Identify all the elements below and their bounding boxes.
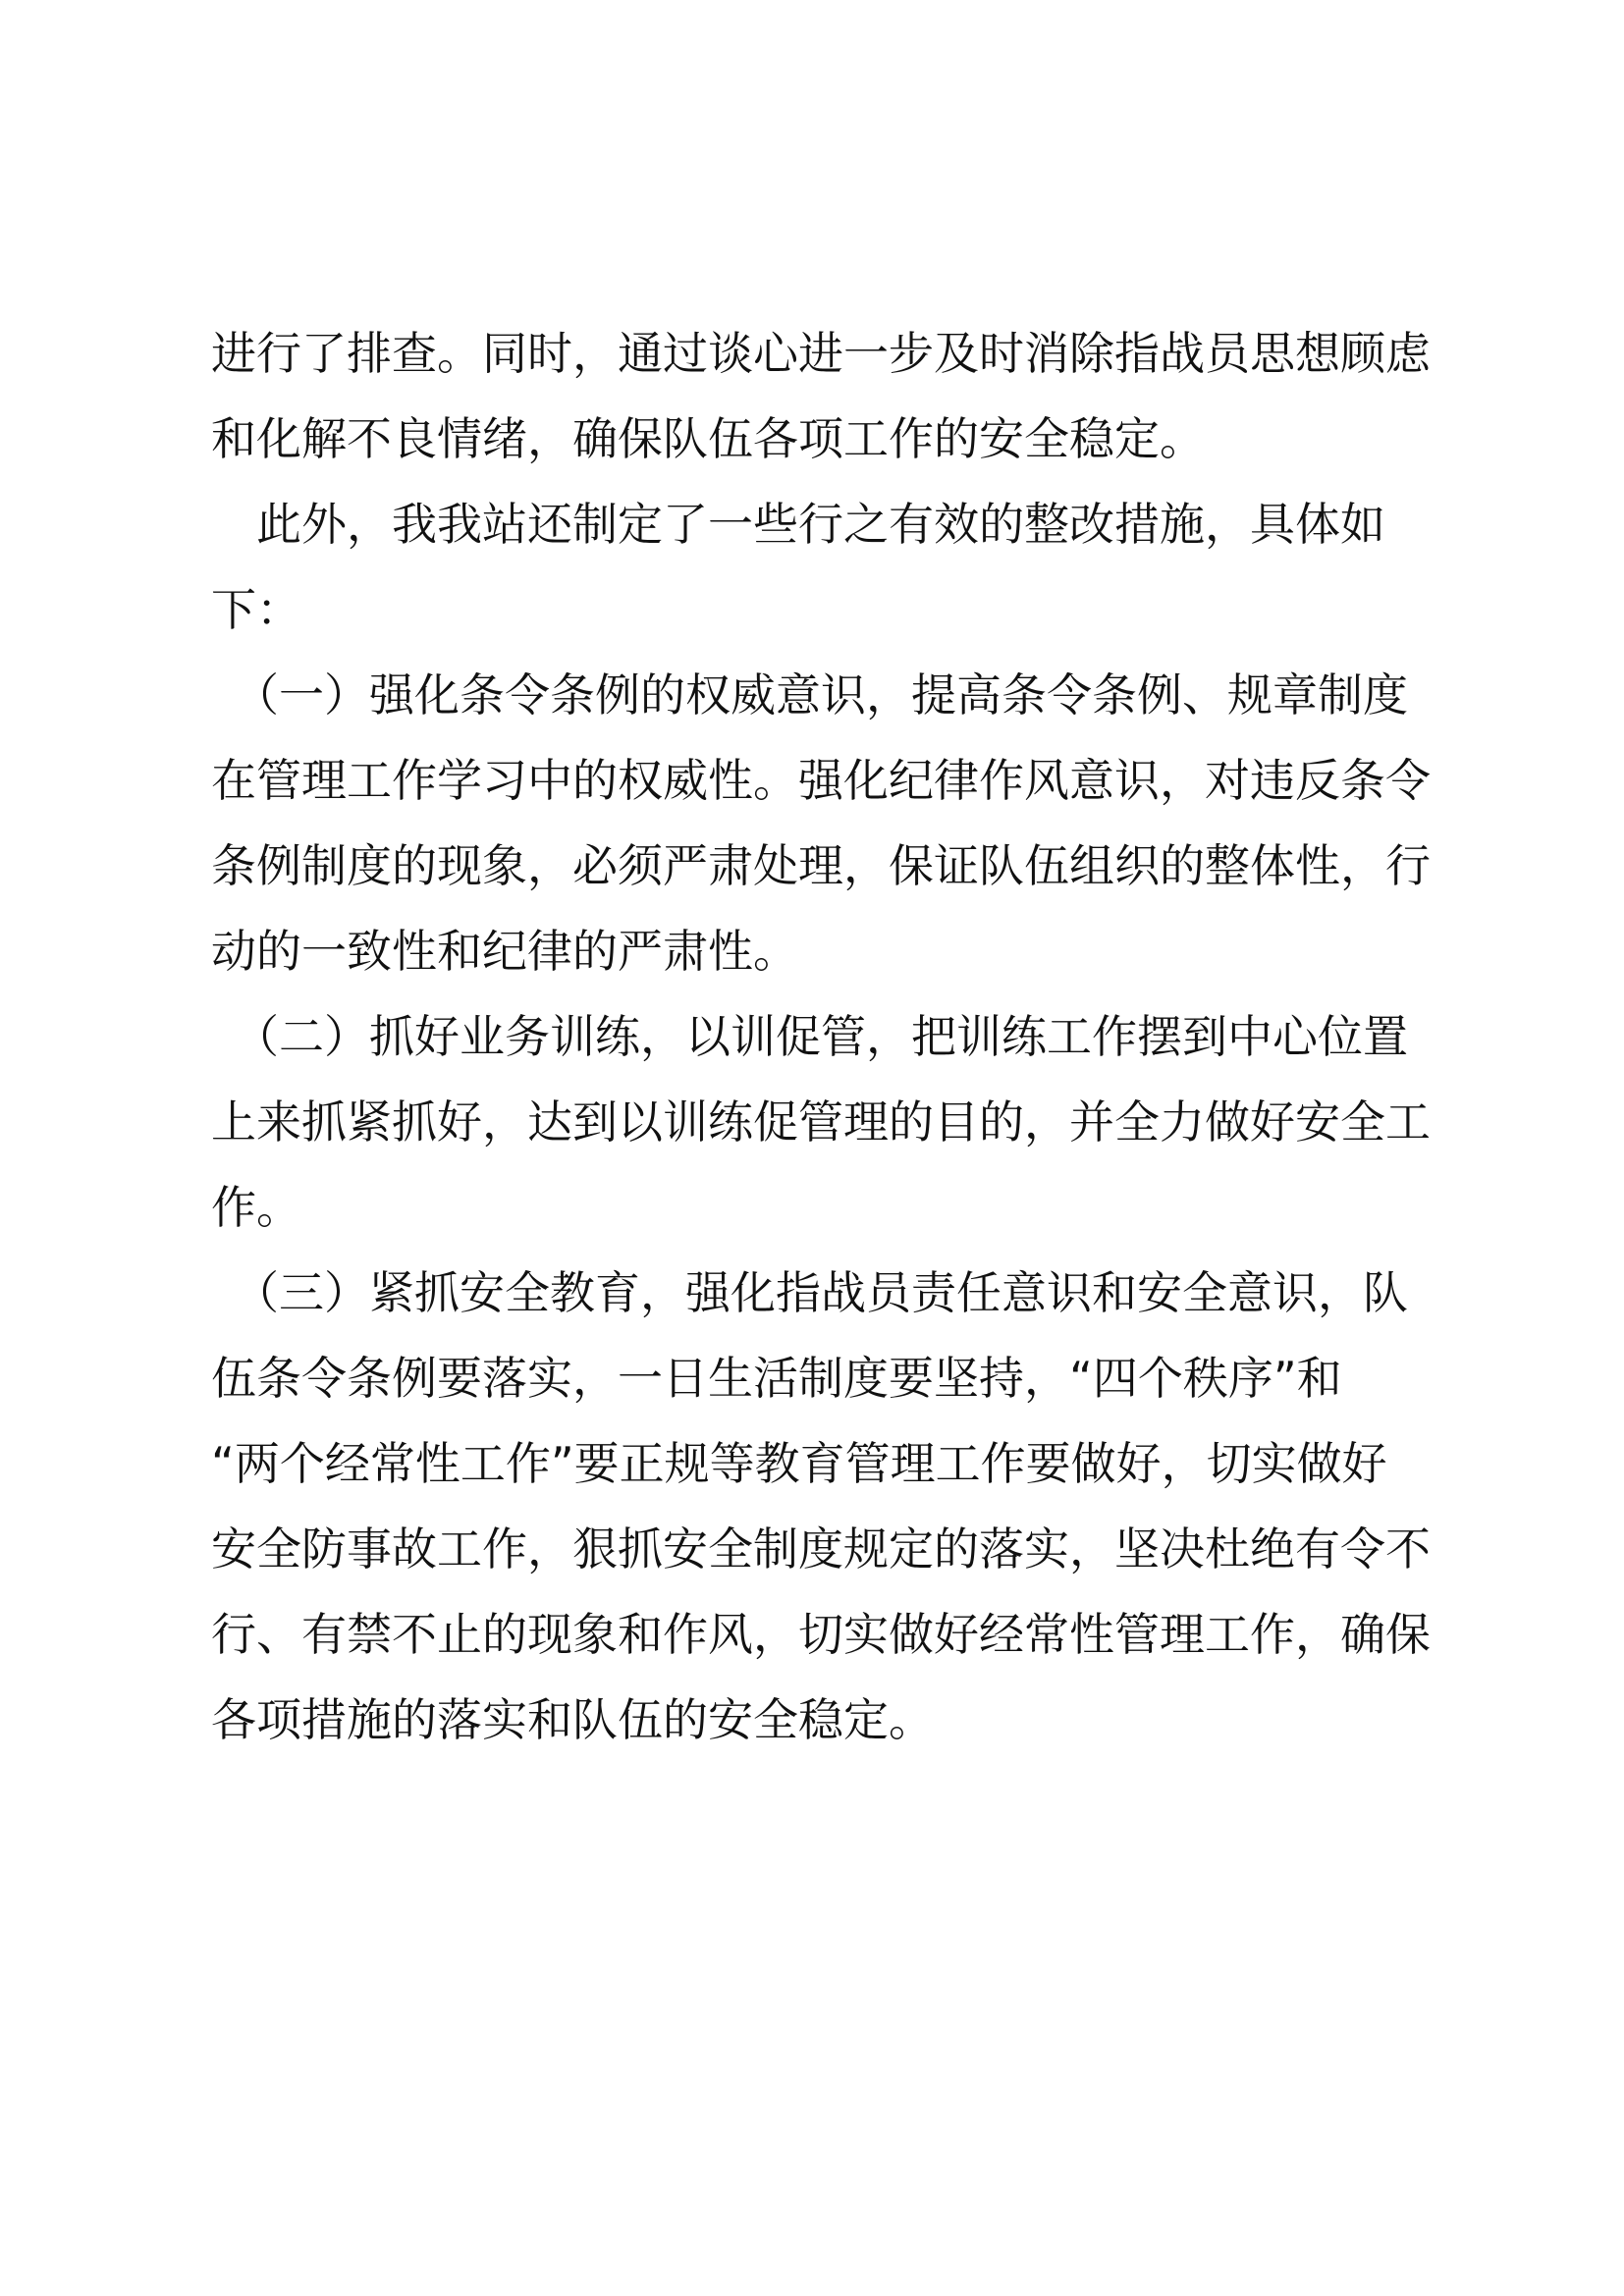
text-line: 条例制度的现象，必须严肃处理，保证队伍组织的整体性，行 bbox=[211, 839, 1431, 892]
text-line: （一）强化条令条例的权威意识，提高条令条例、规章制度 bbox=[211, 668, 1408, 721]
text-line: 上来抓紧抓好，达到以训练促管理的目的，并全力做好安全工 bbox=[211, 1095, 1431, 1148]
paragraph bbox=[211, 1251, 1429, 1763]
paragraph bbox=[211, 482, 1429, 653]
text-line: 动的一致性和纪律的严肃性。 bbox=[211, 925, 798, 978]
text-line: “两个经常性工作”要正规等教育管理工作要做好，切实做好 bbox=[211, 1437, 1387, 1490]
text-line: 安全防事故工作，狠抓安全制度规定的落实，坚决杜绝有令不 bbox=[211, 1522, 1431, 1575]
paragraph bbox=[211, 311, 1429, 482]
text-line: 作。 bbox=[211, 1181, 301, 1234]
text-line: 下： bbox=[211, 583, 301, 636]
text-line: （二）抓好业务训练，以训促管，把训练工作摆到中心位置 bbox=[211, 1010, 1408, 1063]
text-line: 行、有禁不止的现象和作风，切实做好经常性管理工作，确保 bbox=[211, 1608, 1431, 1661]
text-line: 和化解不良情绪，确保队伍各项工作的安全稳定。 bbox=[211, 412, 1205, 465]
text-line: 伍条令条例要落实，一日生活制度要坚持，“四个秩序”和 bbox=[211, 1352, 1342, 1405]
paragraph bbox=[211, 653, 1429, 994]
text-line: 在管理工作学习中的权威性。强化纪律作风意识，对违反条令 bbox=[211, 754, 1431, 807]
text-line: 此外，我我站还制定了一些行之有效的整改措施，具体如 bbox=[211, 498, 1385, 551]
text-line: 各项措施的落实和队伍的安全稳定。 bbox=[211, 1693, 934, 1746]
text-line: 进行了排查。同时，通过谈心进一步及时消除指战员思想顾虑 bbox=[211, 327, 1431, 380]
text-line: （三）紧抓安全教育，强化指战员责任意识和安全意识，队 bbox=[211, 1266, 1408, 1319]
document-page bbox=[211, 311, 1429, 1763]
paragraph bbox=[211, 994, 1429, 1251]
